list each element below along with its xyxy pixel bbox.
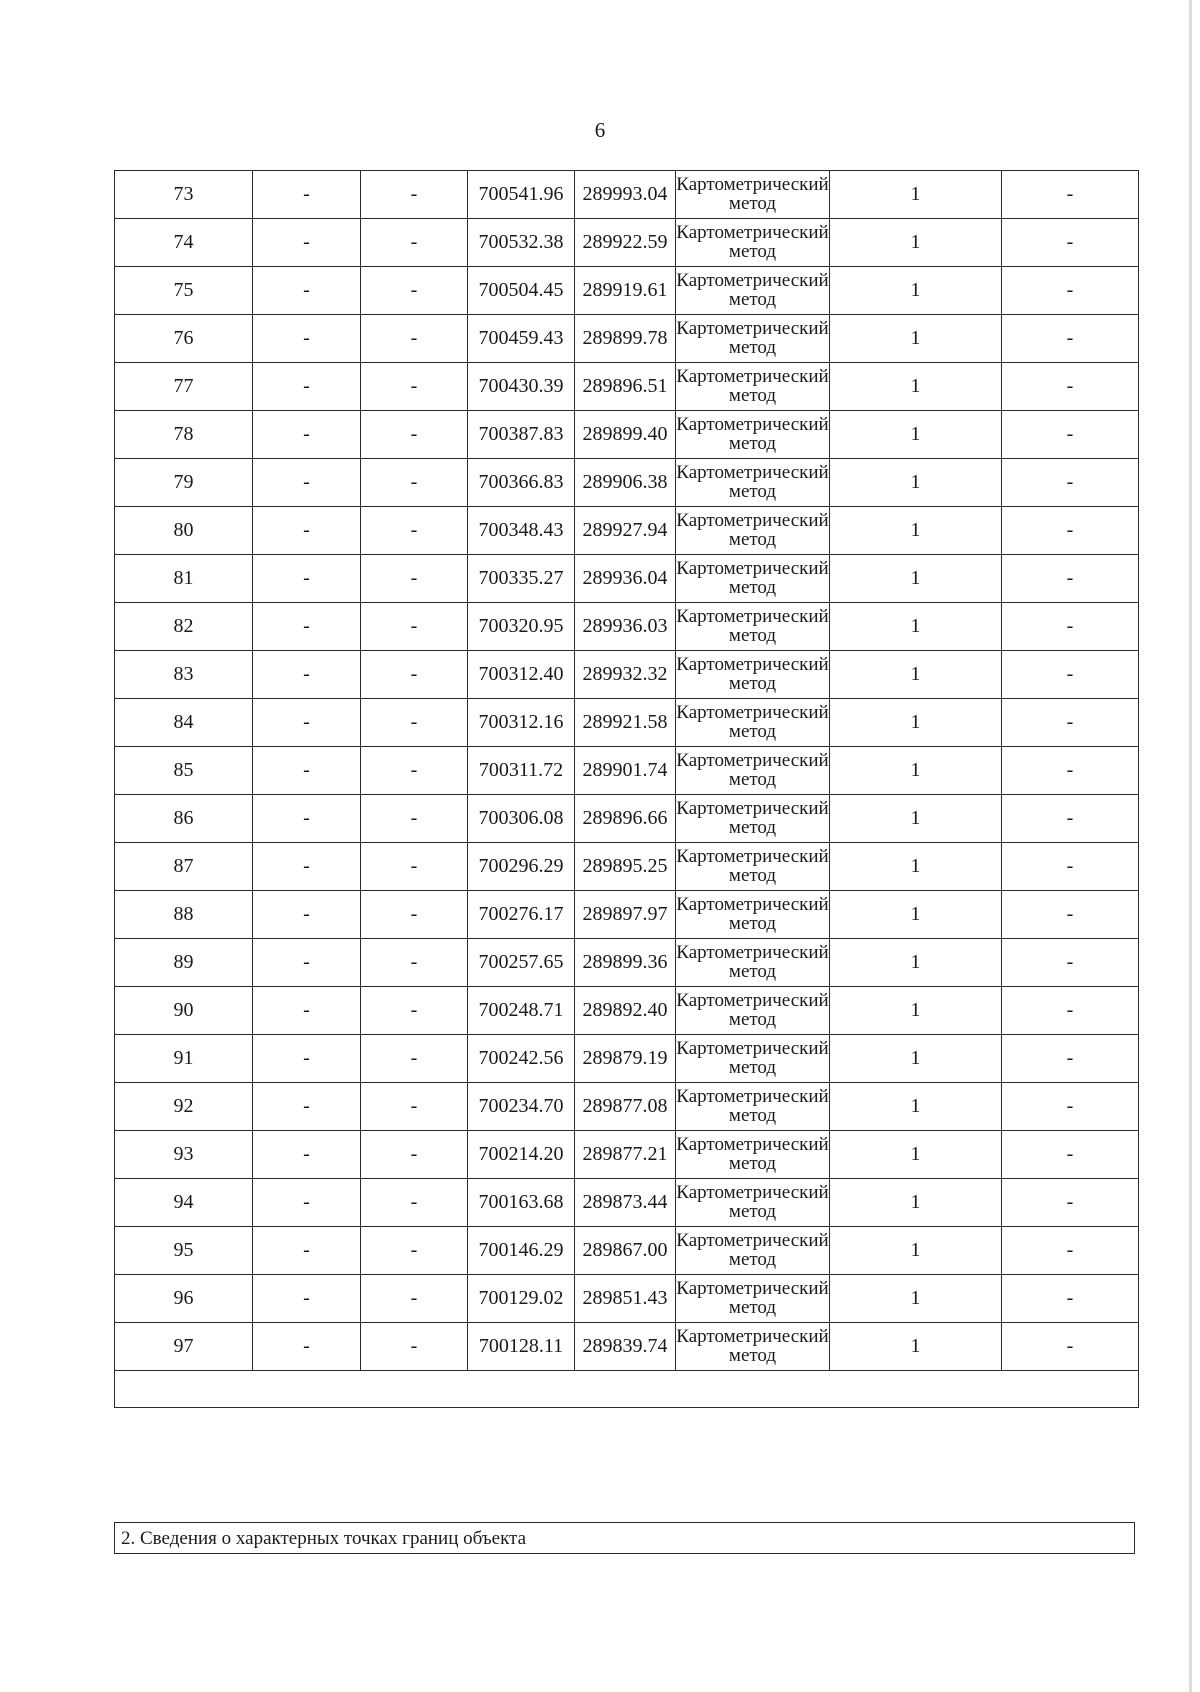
table-row: [115, 699, 1139, 747]
table-row: [115, 411, 1139, 459]
y-coordinate-cell: 289896.51: [575, 363, 676, 411]
y-coordinate-cell: 289932.32: [575, 651, 676, 699]
table-row: [115, 747, 1139, 795]
accuracy-cell: 1: [830, 891, 1002, 939]
empty-dash-cell: -: [253, 459, 361, 507]
table-row: [115, 795, 1139, 843]
empty-dash-cell: -: [361, 1323, 468, 1371]
point-number-cell: 88: [115, 891, 253, 939]
y-coordinate-cell: 289873.44: [575, 1179, 676, 1227]
empty-dash-cell: -: [1002, 411, 1139, 459]
empty-dash-cell: -: [1002, 1323, 1139, 1371]
empty-dash-cell: -: [1002, 363, 1139, 411]
x-coordinate-cell: 700128.11: [468, 1323, 575, 1371]
table-row: [115, 363, 1139, 411]
point-number-cell: 90: [115, 987, 253, 1035]
empty-dash-cell: -: [1002, 843, 1139, 891]
method-cell: Картометрический метод: [676, 843, 830, 891]
x-coordinate-cell: 700306.08: [468, 795, 575, 843]
empty-dash-cell: -: [253, 219, 361, 267]
method-cell: Картометрический метод: [676, 507, 830, 555]
empty-dash-cell: -: [361, 1131, 468, 1179]
empty-dash-cell: -: [361, 651, 468, 699]
y-coordinate-cell: 289897.97: [575, 891, 676, 939]
section-heading: 2. Сведения о характерных точках границ объекта: [114, 1522, 1135, 1554]
table-row: [115, 1323, 1139, 1371]
y-coordinate-cell: 289879.19: [575, 1035, 676, 1083]
point-number-cell: 92: [115, 1083, 253, 1131]
empty-dash-cell: -: [253, 747, 361, 795]
point-number-cell: 75: [115, 267, 253, 315]
empty-dash-cell: -: [253, 315, 361, 363]
y-coordinate-cell: 289839.74: [575, 1323, 676, 1371]
accuracy-cell: 1: [830, 795, 1002, 843]
empty-dash-cell: -: [361, 1035, 468, 1083]
table-empty-row: [115, 1371, 1139, 1408]
empty-dash-cell: -: [361, 507, 468, 555]
y-coordinate-cell: 289936.04: [575, 555, 676, 603]
empty-dash-cell: -: [361, 363, 468, 411]
empty-dash-cell: -: [361, 459, 468, 507]
empty-dash-cell: -: [361, 843, 468, 891]
method-cell: Картометрический метод: [676, 939, 830, 987]
x-coordinate-cell: 700335.27: [468, 555, 575, 603]
x-coordinate-cell: 700312.16: [468, 699, 575, 747]
x-coordinate-cell: 700366.83: [468, 459, 575, 507]
empty-dash-cell: -: [1002, 1131, 1139, 1179]
x-coordinate-cell: 700129.02: [468, 1275, 575, 1323]
method-cell: Картометрический метод: [676, 747, 830, 795]
x-coordinate-cell: 700387.83: [468, 411, 575, 459]
point-number-cell: 83: [115, 651, 253, 699]
y-coordinate-cell: 289936.03: [575, 603, 676, 651]
method-cell: Картометрический метод: [676, 1275, 830, 1323]
y-coordinate-cell: 289906.38: [575, 459, 676, 507]
empty-dash-cell: -: [1002, 795, 1139, 843]
x-coordinate-cell: 700248.71: [468, 987, 575, 1035]
empty-dash-cell: -: [253, 891, 361, 939]
x-coordinate-cell: 700504.45: [468, 267, 575, 315]
method-cell: Картометрический метод: [676, 363, 830, 411]
y-coordinate-cell: 289922.59: [575, 219, 676, 267]
empty-dash-cell: -: [1002, 555, 1139, 603]
accuracy-cell: 1: [830, 1227, 1002, 1275]
accuracy-cell: 1: [830, 1083, 1002, 1131]
accuracy-cell: 1: [830, 1179, 1002, 1227]
empty-dash-cell: -: [253, 1083, 361, 1131]
y-coordinate-cell: 289921.58: [575, 699, 676, 747]
y-coordinate-cell: 289877.08: [575, 1083, 676, 1131]
points-table-body: [115, 171, 1139, 1408]
empty-dash-cell: -: [253, 699, 361, 747]
method-cell: Картометрический метод: [676, 1323, 830, 1371]
accuracy-cell: 1: [830, 939, 1002, 987]
point-number-cell: 89: [115, 939, 253, 987]
empty-dash-cell: -: [361, 891, 468, 939]
method-cell: Картометрический метод: [676, 1179, 830, 1227]
empty-dash-cell: -: [253, 1227, 361, 1275]
empty-dash-cell: -: [361, 315, 468, 363]
page-edge-shadow: [1189, 0, 1192, 1692]
empty-dash-cell: -: [361, 795, 468, 843]
method-cell: Картометрический метод: [676, 1083, 830, 1131]
table-row: [115, 219, 1139, 267]
x-coordinate-cell: 700459.43: [468, 315, 575, 363]
method-cell: Картометрический метод: [676, 315, 830, 363]
empty-dash-cell: -: [1002, 939, 1139, 987]
method-cell: Картометрический метод: [676, 795, 830, 843]
method-cell: Картометрический метод: [676, 459, 830, 507]
empty-dash-cell: -: [1002, 699, 1139, 747]
table-row: [115, 987, 1139, 1035]
x-coordinate-cell: 700296.29: [468, 843, 575, 891]
empty-dash-cell: -: [1002, 987, 1139, 1035]
x-coordinate-cell: 700348.43: [468, 507, 575, 555]
empty-dash-cell: -: [1002, 459, 1139, 507]
method-cell: Картометрический метод: [676, 1227, 830, 1275]
method-cell: Картометрический метод: [676, 171, 830, 219]
x-coordinate-cell: 700234.70: [468, 1083, 575, 1131]
method-cell: Картометрический метод: [676, 699, 830, 747]
method-cell: Картометрический метод: [676, 891, 830, 939]
y-coordinate-cell: 289851.43: [575, 1275, 676, 1323]
accuracy-cell: 1: [830, 555, 1002, 603]
accuracy-cell: 1: [830, 843, 1002, 891]
empty-dash-cell: -: [361, 411, 468, 459]
y-coordinate-cell: 289895.25: [575, 843, 676, 891]
page-number: 6: [594, 118, 606, 142]
method-cell: Картометрический метод: [676, 267, 830, 315]
accuracy-cell: 1: [830, 603, 1002, 651]
empty-dash-cell: -: [1002, 651, 1139, 699]
point-number-cell: 87: [115, 843, 253, 891]
accuracy-cell: 1: [830, 411, 1002, 459]
empty-dash-cell: -: [361, 939, 468, 987]
x-coordinate-cell: 700242.56: [468, 1035, 575, 1083]
point-number-cell: 91: [115, 1035, 253, 1083]
table-row: [115, 939, 1139, 987]
table-row: [115, 1131, 1139, 1179]
empty-dash-cell: -: [253, 1323, 361, 1371]
point-number-cell: 84: [115, 699, 253, 747]
empty-dash-cell: -: [1002, 267, 1139, 315]
empty-dash-cell: -: [361, 555, 468, 603]
y-coordinate-cell: 289919.61: [575, 267, 676, 315]
method-cell: Картометрический метод: [676, 1035, 830, 1083]
accuracy-cell: 1: [830, 1275, 1002, 1323]
empty-dash-cell: -: [361, 603, 468, 651]
empty-dash-cell: -: [361, 699, 468, 747]
x-coordinate-cell: 700276.17: [468, 891, 575, 939]
point-number-cell: 78: [115, 411, 253, 459]
empty-dash-cell: -: [253, 267, 361, 315]
table-row: [115, 555, 1139, 603]
point-number-cell: 81: [115, 555, 253, 603]
boundary-points-table: [114, 170, 1139, 1408]
accuracy-cell: 1: [830, 1035, 1002, 1083]
x-coordinate-cell: 700257.65: [468, 939, 575, 987]
empty-dash-cell: -: [253, 987, 361, 1035]
y-coordinate-cell: 289877.21: [575, 1131, 676, 1179]
method-cell: Картометрический метод: [676, 603, 830, 651]
x-coordinate-cell: 700311.72: [468, 747, 575, 795]
empty-dash-cell: -: [1002, 1179, 1139, 1227]
y-coordinate-cell: 289927.94: [575, 507, 676, 555]
empty-dash-cell: -: [253, 411, 361, 459]
point-number-cell: 95: [115, 1227, 253, 1275]
empty-dash-cell: -: [361, 171, 468, 219]
empty-dash-cell: -: [253, 651, 361, 699]
accuracy-cell: 1: [830, 459, 1002, 507]
method-cell: Картометрический метод: [676, 219, 830, 267]
y-coordinate-cell: 289993.04: [575, 171, 676, 219]
empty-dash-cell: -: [1002, 171, 1139, 219]
accuracy-cell: 1: [830, 987, 1002, 1035]
accuracy-cell: 1: [830, 1323, 1002, 1371]
y-coordinate-cell: 289899.36: [575, 939, 676, 987]
x-coordinate-cell: 700163.68: [468, 1179, 575, 1227]
empty-dash-cell: -: [253, 171, 361, 219]
table-row: [115, 459, 1139, 507]
point-number-cell: 85: [115, 747, 253, 795]
x-coordinate-cell: 700541.96: [468, 171, 575, 219]
y-coordinate-cell: 289899.40: [575, 411, 676, 459]
empty-dash-cell: -: [253, 1275, 361, 1323]
accuracy-cell: 1: [830, 219, 1002, 267]
table-row: [115, 171, 1139, 219]
table-row: [115, 603, 1139, 651]
table-row: [115, 1179, 1139, 1227]
empty-cell: [115, 1371, 1139, 1408]
point-number-cell: 97: [115, 1323, 253, 1371]
accuracy-cell: 1: [830, 1131, 1002, 1179]
empty-dash-cell: -: [361, 219, 468, 267]
y-coordinate-cell: 289867.00: [575, 1227, 676, 1275]
point-number-cell: 86: [115, 795, 253, 843]
x-coordinate-cell: 700214.20: [468, 1131, 575, 1179]
empty-dash-cell: -: [1002, 1227, 1139, 1275]
point-number-cell: 96: [115, 1275, 253, 1323]
table-row: [115, 891, 1139, 939]
table-row: [115, 267, 1139, 315]
x-coordinate-cell: 700320.95: [468, 603, 575, 651]
accuracy-cell: 1: [830, 267, 1002, 315]
empty-dash-cell: -: [1002, 219, 1139, 267]
empty-dash-cell: -: [253, 363, 361, 411]
method-cell: Картометрический метод: [676, 1131, 830, 1179]
empty-dash-cell: -: [253, 555, 361, 603]
table-row: [115, 1275, 1139, 1323]
empty-dash-cell: -: [253, 795, 361, 843]
empty-dash-cell: -: [361, 987, 468, 1035]
empty-dash-cell: -: [253, 1131, 361, 1179]
y-coordinate-cell: 289892.40: [575, 987, 676, 1035]
point-number-cell: 79: [115, 459, 253, 507]
table-row: [115, 1083, 1139, 1131]
table-row: [115, 315, 1139, 363]
empty-dash-cell: -: [361, 1275, 468, 1323]
y-coordinate-cell: 289899.78: [575, 315, 676, 363]
empty-dash-cell: -: [361, 747, 468, 795]
empty-dash-cell: -: [253, 507, 361, 555]
accuracy-cell: 1: [830, 315, 1002, 363]
empty-dash-cell: -: [1002, 1275, 1139, 1323]
empty-dash-cell: -: [1002, 747, 1139, 795]
x-coordinate-cell: 700430.39: [468, 363, 575, 411]
empty-dash-cell: -: [1002, 315, 1139, 363]
accuracy-cell: 1: [830, 507, 1002, 555]
point-number-cell: 74: [115, 219, 253, 267]
accuracy-cell: 1: [830, 171, 1002, 219]
empty-dash-cell: -: [1002, 603, 1139, 651]
method-cell: Картометрический метод: [676, 987, 830, 1035]
accuracy-cell: 1: [830, 747, 1002, 795]
empty-dash-cell: -: [361, 1179, 468, 1227]
accuracy-cell: 1: [830, 363, 1002, 411]
point-number-cell: 94: [115, 1179, 253, 1227]
empty-dash-cell: -: [361, 1227, 468, 1275]
y-coordinate-cell: 289901.74: [575, 747, 676, 795]
point-number-cell: 82: [115, 603, 253, 651]
table-row: [115, 1035, 1139, 1083]
empty-dash-cell: -: [253, 939, 361, 987]
accuracy-cell: 1: [830, 699, 1002, 747]
point-number-cell: 76: [115, 315, 253, 363]
table-row: [115, 843, 1139, 891]
point-number-cell: 93: [115, 1131, 253, 1179]
empty-dash-cell: -: [361, 267, 468, 315]
empty-dash-cell: -: [253, 843, 361, 891]
y-coordinate-cell: 289896.66: [575, 795, 676, 843]
empty-dash-cell: -: [253, 603, 361, 651]
point-number-cell: 73: [115, 171, 253, 219]
x-coordinate-cell: 700532.38: [468, 219, 575, 267]
point-number-cell: 80: [115, 507, 253, 555]
empty-dash-cell: -: [253, 1035, 361, 1083]
table-row: [115, 507, 1139, 555]
method-cell: Картометрический метод: [676, 411, 830, 459]
empty-dash-cell: -: [1002, 507, 1139, 555]
empty-dash-cell: -: [253, 1179, 361, 1227]
empty-dash-cell: -: [1002, 1083, 1139, 1131]
point-number-cell: 77: [115, 363, 253, 411]
table-row: [115, 1227, 1139, 1275]
method-cell: Картометрический метод: [676, 555, 830, 603]
accuracy-cell: 1: [830, 651, 1002, 699]
empty-dash-cell: -: [361, 1083, 468, 1131]
x-coordinate-cell: 700146.29: [468, 1227, 575, 1275]
empty-dash-cell: -: [1002, 891, 1139, 939]
table-row: [115, 651, 1139, 699]
x-coordinate-cell: 700312.40: [468, 651, 575, 699]
method-cell: Картометрический метод: [676, 651, 830, 699]
empty-dash-cell: -: [1002, 1035, 1139, 1083]
